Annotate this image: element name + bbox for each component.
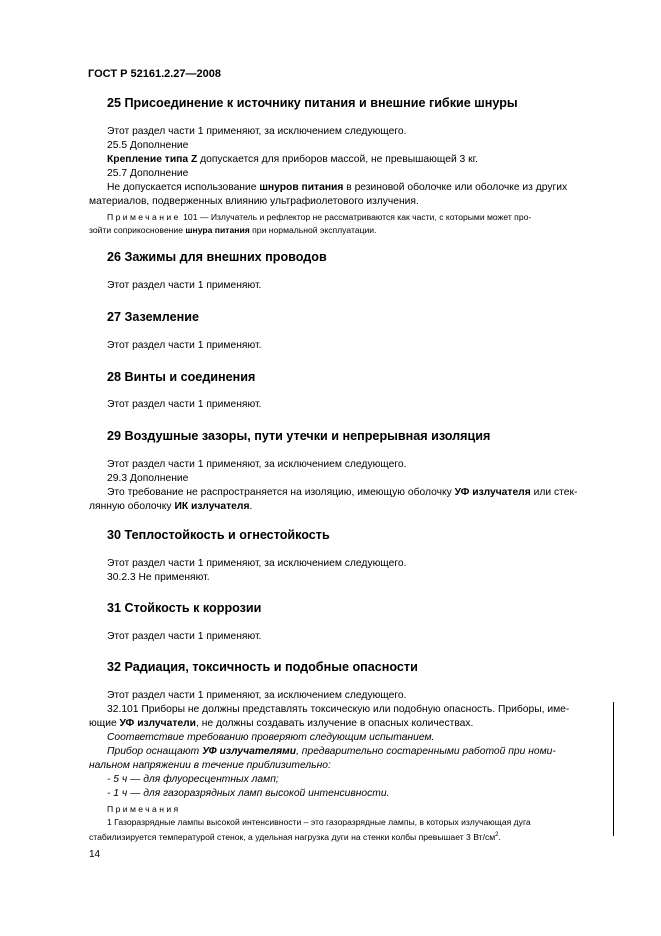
text: Прибор оснащают <box>107 746 203 757</box>
s32-list-item-1: - 5 ч — для флуоресцентных ламп; <box>107 774 279 785</box>
note-label: Примечание <box>107 212 181 222</box>
s32-line-6: нальном напряжении в течение приблизительно: <box>89 760 331 771</box>
s30-line-1: Этот раздел части 1 применяют, за исключением следующего. <box>107 558 407 569</box>
s25-line-4: 25.7 Дополнение <box>107 168 189 179</box>
s28-line-1: Этот раздел части 1 применяют. <box>107 399 262 410</box>
text: Это требование не распространяется на изоляцию, имеющую оболочку <box>107 487 455 498</box>
text: при нормальной эксплуатации. <box>249 225 377 235</box>
section-27-title: 27 Заземление <box>107 310 199 324</box>
text: . <box>498 831 501 842</box>
section-25-title: 25 Присоединение к источнику питания и внешние гибкие шнуры <box>107 96 518 110</box>
s25-line-6: материалов, подверженных влиянию ультрафиолетового излучения. <box>89 196 419 207</box>
s32-line-4: Соответствие требованию проверяют следующим испытанием. <box>107 732 435 743</box>
text: Не допускается использование <box>107 182 260 193</box>
s29-line-1: Этот раздел части 1 применяют, за исключением следующего. <box>107 459 407 470</box>
text: или стек- <box>530 487 578 498</box>
section-29-title: 29 Воздушные зазоры, пути утечки и непрерывная изоляция <box>107 429 491 443</box>
s27-line-1: Этот раздел части 1 применяют. <box>107 340 262 351</box>
s32-line-3 <box>89 717 473 731</box>
term-bold: шнуров питания <box>259 182 344 193</box>
term-bold: УФ излучателя <box>454 487 531 498</box>
s26-line-1: Этот раздел части 1 применяют. <box>107 280 262 291</box>
text: лянную оболочку <box>89 501 175 512</box>
s29-line-3 <box>107 486 577 500</box>
section-31-title: 31 Стойкость к коррозии <box>107 601 262 615</box>
s29-line-2: 29.3 Дополнение <box>107 473 189 484</box>
text: допускается для приборов массой, не превышающей 3 кг. <box>197 154 479 165</box>
text: , предварительно состаренными работой при номи- <box>296 746 556 757</box>
term-bold: Крепление типа Z <box>107 154 198 165</box>
text: зойти соприкосновение <box>89 225 186 235</box>
s25-line-2: 25.5 Дополнение <box>107 140 189 151</box>
s25-note-line-2 <box>89 224 377 237</box>
s29-line-4 <box>89 500 252 514</box>
text: стабилизируется температурой стенок, а удельная нагрузка дуги на стенки колбы превышает 3 Вт/см <box>89 831 496 842</box>
section-28-title: 28 Винты и соединения <box>107 370 256 384</box>
s25-note-line-1 <box>107 211 531 224</box>
term-bold: шнура питания <box>185 225 250 235</box>
s32-line-5 <box>107 745 556 759</box>
s30-line-2: 30.2.3 Не применяют. <box>107 572 210 583</box>
section-32-title: 32 Радиация, токсичность и подобные опасности <box>107 660 418 674</box>
s31-line-1: Этот раздел части 1 применяют. <box>107 631 262 642</box>
section-30-title: 30 Теплостойкость и огнестойкость <box>107 528 330 542</box>
text: ющие <box>89 718 120 729</box>
s32-note-line-2 <box>89 829 501 844</box>
s32-line-2: 32.101 Приборы не должны представлять токсическую или подобную опасность. Приборы, име- <box>107 704 570 715</box>
s32-notes-label: Примечания <box>107 804 181 814</box>
s25-line-1: Этот раздел части 1 применяют, за исключением следующего. <box>107 126 407 137</box>
text: . <box>249 501 253 512</box>
section-26-title: 26 Зажимы для внешних проводов <box>107 250 327 264</box>
text: 101 — Излучатель и рефлектор не рассматриваются как части, с которыми может про- <box>180 212 532 222</box>
s25-line-5 <box>107 181 567 195</box>
term-bold: УФ излучатели <box>119 718 196 729</box>
text: , не должны создавать излучение в опасных количествах. <box>196 718 474 729</box>
page-number: 14 <box>89 849 101 860</box>
superscript: 2 <box>495 832 499 838</box>
change-bar <box>613 702 614 836</box>
text: в резиновой оболочке или оболочке из других <box>343 182 568 193</box>
s25-line-3 <box>107 153 478 167</box>
s32-line-1: Этот раздел части 1 применяют, за исключением следующего. <box>107 690 407 701</box>
s32-note-line-1: 1 Газоразрядные лампы высокой интенсивности – это газоразрядные лампы, в которых излучающая дуга <box>107 817 531 827</box>
s32-list-item-2: - 1 ч — для газоразрядных ламп высокой интенсивности. <box>107 788 390 799</box>
document-header: ГОСТ Р 52161.2.27—2008 <box>88 68 222 80</box>
term-bold: ИК излучателя <box>174 501 250 512</box>
term-bold: УФ излучателями <box>202 746 297 757</box>
